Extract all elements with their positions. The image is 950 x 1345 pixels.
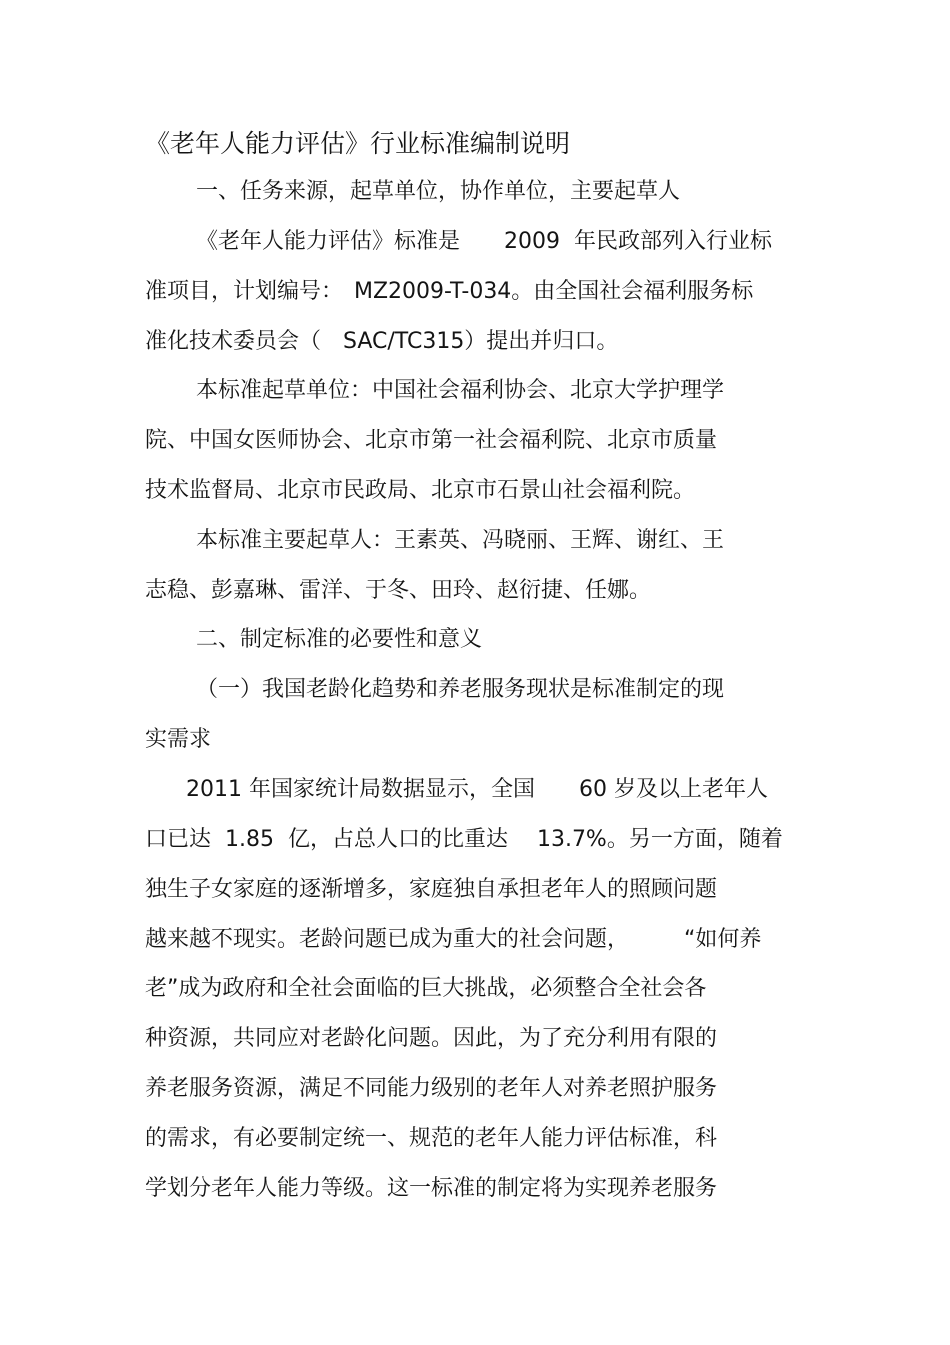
paragraph-line: 养老服务资源，满足不同能力级别的老年人对养老照护服务 — [145, 1076, 718, 1101]
paragraph-line: 口已达 1.85 亿，占总人口的比重达 13.7%。另一方面，随着 — [145, 827, 783, 852]
subsection-heading-cont: 实需求 — [145, 727, 212, 752]
paragraph-line: 院、中国女医师协会、北京市第一社会福利院、北京市质量 — [145, 428, 718, 453]
paragraph-line: 的需求，有必要制定统一、规范的老年人能力评估标准，科 — [145, 1126, 718, 1151]
paragraph-line: 老”成为政府和全社会面临的巨大挑战，必须整合全社会各 — [145, 976, 707, 1001]
section-heading-2: 二、制定标准的必要性和意义 — [196, 627, 483, 652]
paragraph-line: 准项目，计划编号： MZ2009-T-034。由全国社会福利服务标 — [145, 279, 754, 304]
subsection-heading: （一）我国老龄化趋势和养老服务现状是标准制定的现 — [196, 677, 725, 702]
document-title: 《老年人能力评估》行业标准编制说明 — [145, 129, 571, 158]
paragraph-line: 学划分老年人能力等级。这一标准的制定将为实现养老服务 — [145, 1176, 718, 1201]
paragraph-line: 《老年人能力评估》标准是 2009 年民政部列入行业标 — [196, 229, 772, 254]
paragraph-line: 越来越不现实。老龄问题已成为重大的社会问题， “如何养 — [145, 927, 762, 952]
paragraph-line: 本标准起草单位：中国社会福利协会、北京大学护理学 — [196, 378, 725, 403]
paragraph-line: 志稳、彭嘉琳、雷洋、于冬、田玲、赵衍捷、任娜。 — [145, 578, 652, 603]
paragraph-line: 本标准主要起草人：王素英、冯晓丽、王辉、谢红、王 — [196, 528, 725, 553]
paragraph-line: 技术监督局、北京市民政局、北京市石景山社会福利院。 — [145, 478, 696, 503]
paragraph-line: 独生子女家庭的逐渐增多，家庭独自承担老年人的照顾问题 — [145, 877, 718, 902]
section-heading-1: 一、任务来源，起草单位，协作单位，主要起草人 — [196, 179, 681, 204]
paragraph-line: 种资源，共同应对老龄化问题。因此，为了充分利用有限的 — [145, 1026, 718, 1051]
paragraph-line: 准化技术委员会（ SAC/TC315）提出并归口。 — [145, 329, 619, 354]
paragraph-line: 2011 年国家统计局数据显示，全国 60 岁及以上老年人 — [186, 777, 768, 802]
